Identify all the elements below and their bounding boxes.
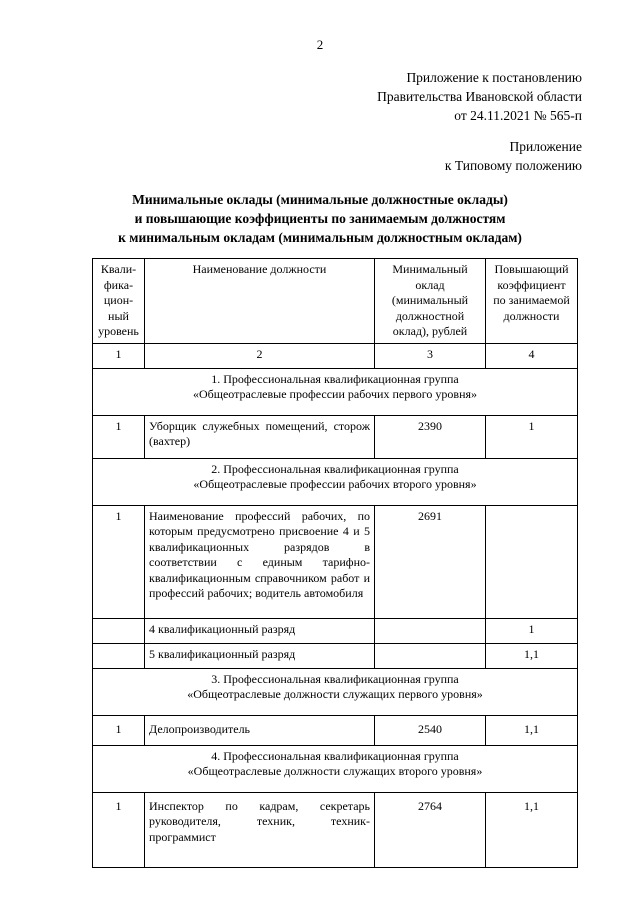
cell-level: 1 — [93, 792, 145, 867]
cell-coefficient: 1,1 — [486, 715, 578, 745]
header-position-name: Наименование должности — [145, 259, 375, 344]
appendix-line: Правительства Ивановской области — [377, 89, 582, 104]
column-number: 4 — [486, 343, 578, 368]
cell-level: 1 — [93, 505, 145, 618]
cell-position: 4 квалификационный разряд — [145, 618, 375, 643]
cell-level — [93, 618, 145, 643]
appendix-line: от 24.11.2021 № 565-п — [454, 108, 582, 123]
group-heading: 3. Профессиональная квалификационная группа «Общеотраслевые должности служащих первого уровня» — [93, 668, 578, 715]
page-number: 2 — [316, 37, 324, 52]
group-row — [93, 745, 578, 792]
cell-level: 1 — [93, 415, 145, 458]
appendix-regulation-reference — [445, 137, 582, 175]
appendix-line: Приложение — [509, 139, 582, 154]
table-row — [93, 715, 578, 745]
cell-salary: 2390 — [375, 415, 486, 458]
cell-position: 5 квалификационный разряд — [145, 643, 375, 668]
header-qualification-level: Квали- фика- цион- ный уровень — [93, 259, 145, 344]
group-heading: 2. Профессиональная квалификационная группа «Общеотраслевые профессии рабочих второго уровня» — [93, 458, 578, 505]
table-row — [93, 643, 578, 668]
header-minimum-salary: Минимальный оклад (минимальный должностной оклад), рублей — [375, 259, 486, 344]
cell-position: Инспектор по кадрам, секретарь руководителя, техник, техник-программист — [145, 792, 375, 867]
document-title — [60, 190, 580, 247]
cell-coefficient: 1,1 — [486, 792, 578, 867]
table-header-row — [93, 259, 578, 344]
table-row — [93, 792, 578, 867]
table-row — [93, 618, 578, 643]
cell-level — [93, 643, 145, 668]
group-row — [93, 458, 578, 505]
cell-coefficient: 1 — [486, 415, 578, 458]
cell-salary: 2764 — [375, 792, 486, 867]
cell-coefficient — [486, 505, 578, 618]
cell-position: Наименование профессий рабочих, по которым предусмотрено присвоение 4 и 5 квалификационных разрядов в соответствии с единым тарифно-квалификационным справочником работ и профессий рабочих; водитель автомобиля — [145, 505, 375, 618]
header-coefficient: Повышающий коэффициент по занимаемой должности — [486, 259, 578, 344]
column-number: 2 — [145, 343, 375, 368]
title-line: к минимальным окладам (минимальным должностным окладам) — [118, 230, 522, 245]
group-heading: 4. Профессиональная квалификационная группа «Общеотраслевые должности служащих второго уровня» — [93, 745, 578, 792]
cell-salary — [375, 618, 486, 643]
cell-position: Делопроизводитель — [145, 715, 375, 745]
cell-coefficient: 1,1 — [486, 643, 578, 668]
cell-coefficient: 1 — [486, 618, 578, 643]
cell-salary — [375, 643, 486, 668]
appendix-resolution-reference — [377, 68, 582, 125]
column-numbers-row — [93, 343, 578, 368]
title-line: и повышающие коэффициенты по занимаемым должностям — [134, 211, 506, 226]
cell-salary: 2691 — [375, 505, 486, 618]
group-heading: 1. Профессиональная квалификационная группа «Общеотраслевые профессии рабочих первого уровня» — [93, 368, 578, 415]
salary-table — [92, 258, 578, 868]
cell-salary: 2540 — [375, 715, 486, 745]
title-line: Минимальные оклады (минимальные должностные оклады) — [132, 192, 508, 207]
group-row — [93, 668, 578, 715]
group-row — [93, 368, 578, 415]
table-row — [93, 505, 578, 618]
appendix-line: к Типовому положению — [444, 158, 582, 173]
appendix-line: Приложение к постановлению — [406, 70, 582, 85]
cell-level: 1 — [93, 715, 145, 745]
column-number: 3 — [375, 343, 486, 368]
cell-position: Уборщик служебных помещений, сторож (вахтер) — [145, 415, 375, 458]
column-number: 1 — [93, 343, 145, 368]
table-row — [93, 415, 578, 458]
